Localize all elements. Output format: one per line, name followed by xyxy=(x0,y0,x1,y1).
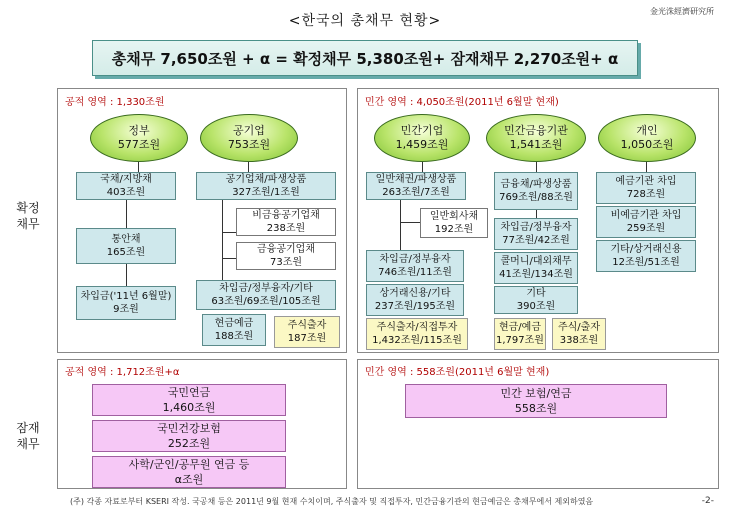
connector xyxy=(222,232,236,233)
box-corp-bonds-derivatives xyxy=(366,172,466,200)
oval-value: 1,050조원 xyxy=(620,138,674,151)
box-value: α조원 xyxy=(174,473,204,486)
box-title: 주식출자/직접투자 xyxy=(376,322,458,333)
box-pe-borrowings xyxy=(196,280,336,310)
box-title: 금융채/파생상품 xyxy=(500,179,572,190)
box-pe-bonds-derivatives xyxy=(196,172,336,200)
box-fin-cash-deposits xyxy=(494,318,546,350)
box-ind-nondeposit-inst-loans xyxy=(596,206,696,238)
box-title: 차입금/정부융자/기타 xyxy=(219,283,313,294)
box-value: 1,432조원/115조원 xyxy=(372,335,462,346)
connector xyxy=(126,200,127,228)
box-value: 237조원/195조원 xyxy=(374,301,456,312)
box-title: 현금/예금 xyxy=(498,322,541,333)
side-label-line: 채무 xyxy=(16,217,40,231)
box-financial-pe-bonds xyxy=(236,242,336,270)
connector xyxy=(536,162,537,172)
connector xyxy=(222,200,223,280)
institute-name: 金光洙經濟研究所 xyxy=(650,7,714,16)
box-title: 민간 보험/연금 xyxy=(500,387,572,400)
box-value: 558조원 xyxy=(514,402,558,415)
box-value: 165조원 xyxy=(106,247,146,258)
box-value: 390조원 xyxy=(516,301,556,312)
box-value: 188조원 xyxy=(214,331,254,342)
box-fin-call-money xyxy=(494,252,578,284)
box-value: 187조원 xyxy=(287,333,327,344)
box-title: 국민연금 xyxy=(167,386,211,399)
box-value: 238조원 xyxy=(266,223,306,234)
connector xyxy=(536,210,537,218)
page-number: -2- xyxy=(701,496,714,506)
box-corp-borrowings xyxy=(366,250,464,282)
box-monetary-stabilization-bonds xyxy=(76,228,176,264)
box-title: 일반회사채 xyxy=(429,211,479,222)
potential-private-section xyxy=(357,359,719,489)
box-title: 주식출자 xyxy=(287,320,327,331)
box-gov-bonds xyxy=(76,172,176,200)
box-title: 통안채 xyxy=(111,234,141,245)
box-value: 403조원 xyxy=(106,187,146,198)
box-corporate-bonds xyxy=(420,208,488,238)
box-title: 일반채권/파생상품 xyxy=(375,174,457,185)
oval-individuals xyxy=(598,114,696,162)
oval-value: 753조원 xyxy=(227,138,271,151)
box-value: 41조원/134조원 xyxy=(499,269,573,280)
potential-public-label: 공적 영역 : 1,712조원+α xyxy=(65,367,180,378)
box-pe-cash-deposits xyxy=(202,314,266,346)
oval-private-financial xyxy=(486,114,586,162)
box-value: 259조원 xyxy=(626,223,666,234)
side-label-line: 확정 xyxy=(16,201,40,215)
box-title: 사학/군인/공무원 연금 등 xyxy=(128,458,250,471)
box-value: 746조원/11조원 xyxy=(378,267,452,278)
connector xyxy=(400,200,401,250)
connector xyxy=(222,258,236,259)
box-fin-borrowings xyxy=(494,218,578,250)
box-title: 차입금/정부융자 xyxy=(379,254,451,265)
box-value: 77조원/42조원 xyxy=(502,235,570,246)
box-title: 차입금('11년 6월말) xyxy=(80,291,172,302)
box-value: 252조원 xyxy=(167,437,211,450)
box-value: 73조원 xyxy=(269,257,303,268)
box-value: 1,797조원 xyxy=(496,335,544,346)
box-value: 1,460조원 xyxy=(162,401,216,414)
oval-value: 577조원 xyxy=(117,138,161,151)
connector xyxy=(126,264,127,286)
total-debt-banner: 총채무 7,650조원 + α = 확정채무 5,380조원+ 잠재채무 2,270조원+ α xyxy=(92,40,638,76)
page-title: <한국의 총채무 현황> xyxy=(288,13,442,29)
oval-name: 정부 xyxy=(128,124,150,137)
connector xyxy=(422,162,423,172)
connector xyxy=(400,222,420,223)
connector xyxy=(138,162,139,172)
box-nonfinancial-pe-bonds xyxy=(236,208,336,236)
connector xyxy=(248,162,249,172)
oval-name: 공기업 xyxy=(233,124,265,137)
box-value: 327조원/1조원 xyxy=(232,187,300,198)
box-title: 국채/지방채 xyxy=(100,174,152,185)
box-title: 국민건강보험 xyxy=(157,422,221,435)
confirmed-public-label: 공적 영역 : 1,330조원 xyxy=(65,97,165,108)
footnote: (주) 각종 자료로부터 KSERI 작성. 국공채 등은 2011년 9월 현재 수치이며, 주식출자 및 직접투자, 민간금융기관의 현금예금은 총채무에서 제외하였음 xyxy=(70,497,594,506)
box-national-health-insurance xyxy=(92,420,286,452)
box-value: 263조원/7조원 xyxy=(382,187,450,198)
box-value: 63조원/69조원/105조원 xyxy=(211,296,321,307)
box-title: 예금기관 차입 xyxy=(615,176,677,187)
box-private-insurance-pension xyxy=(405,384,667,418)
box-title: 상거래신용/기타 xyxy=(379,288,451,299)
box-value: 192조원 xyxy=(434,224,474,235)
potential-private-label: 민간 영역 : 558조원(2011년 6월말 현재) xyxy=(365,367,550,378)
box-title: 금융공기업채 xyxy=(257,244,315,255)
side-label-line: 채무 xyxy=(16,437,40,451)
box-value: 338조원 xyxy=(559,335,599,346)
box-value: 728조원 xyxy=(626,189,666,200)
box-value: 9조원 xyxy=(113,304,139,315)
confirmed-private-label: 민간 영역 : 4,050조원(2011년 6월말 현재) xyxy=(365,97,559,108)
box-ind-deposit-inst-loans xyxy=(596,172,696,204)
connector xyxy=(646,162,647,172)
box-fin-other xyxy=(494,286,578,314)
box-fin-bonds-derivatives xyxy=(494,172,578,210)
oval-name: 개인 xyxy=(636,124,658,137)
oval-value: 1,541조원 xyxy=(509,138,563,151)
oval-name: 민간기업 xyxy=(400,124,444,137)
oval-government xyxy=(90,114,188,162)
box-title: 콜머니/대외채무 xyxy=(500,256,572,267)
box-title: 기타/상거래신용 xyxy=(610,244,682,255)
box-ind-other-trade-credit xyxy=(596,240,696,272)
oval-public-enterprise xyxy=(200,114,298,162)
box-fin-equity xyxy=(552,318,606,350)
oval-name: 민간금융기관 xyxy=(504,124,568,137)
box-value: 769조원/88조원 xyxy=(499,192,573,203)
box-national-pension xyxy=(92,384,286,416)
box-title: 비예금기관 차입 xyxy=(610,210,682,221)
box-pe-equity xyxy=(274,316,340,348)
oval-private-corporations xyxy=(374,114,470,162)
box-title: 주식/출자 xyxy=(557,322,600,333)
side-label-line: 잠재 xyxy=(16,421,40,435)
confirmed-debt-label xyxy=(10,200,46,232)
box-corp-equity-fdi xyxy=(366,318,468,350)
potential-debt-label xyxy=(10,420,46,452)
box-title: 공기업채/파생상품 xyxy=(225,174,307,185)
box-corp-trade-credit xyxy=(366,284,464,316)
box-title: 기타 xyxy=(526,288,546,299)
box-gov-borrowings xyxy=(76,286,176,320)
box-title: 현금예금 xyxy=(214,318,254,329)
box-value: 12조원/51조원 xyxy=(612,257,680,268)
box-occupational-pensions xyxy=(92,456,286,488)
box-title: 차입금/정부융자 xyxy=(500,222,572,233)
oval-value: 1,459조원 xyxy=(395,138,449,151)
box-title: 비금융공기업채 xyxy=(252,210,320,221)
